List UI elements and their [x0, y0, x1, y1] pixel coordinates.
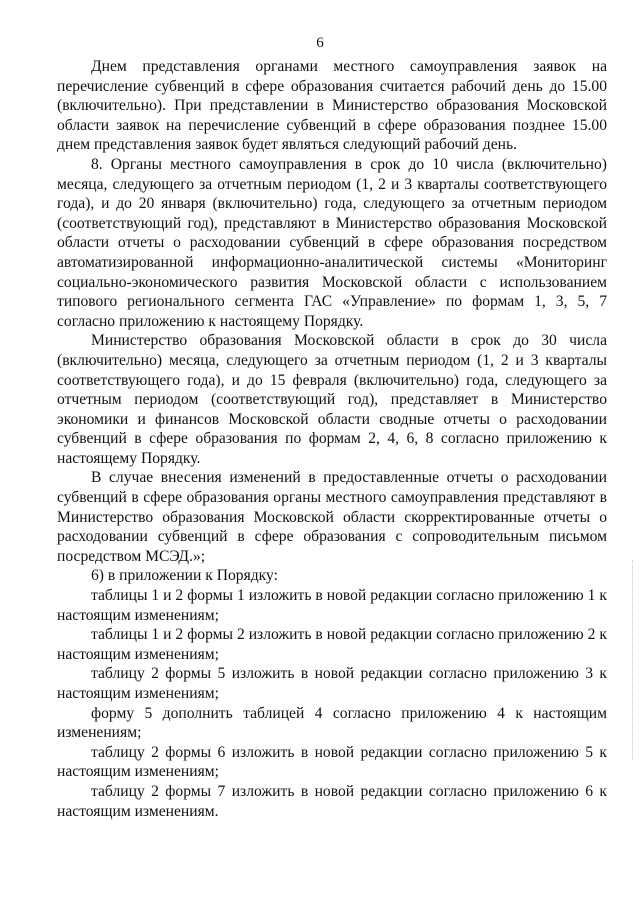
list-item-form-1-tables: таблицы 1 и 2 формы 1 изложить в новой редакции согласно приложению 1 к настоящим изменениям; — [57, 587, 607, 624]
paragraph-report-corrections: В случае внесения изменений в предоставленные отчеты о расходовании субвенций в сфере образования органы местного самоуправления представляют в Министерство образования Московской области скорректированные отчеты о расходовании субвенций в сфере образования с сопроводительным письмом посредством МСЭД.»; — [57, 469, 607, 565]
list-item-form-2-tables: таблицы 1 и 2 формы 2 изложить в новой редакции согласно приложению 2 к настоящим изменениям; — [57, 626, 607, 663]
paragraph-item-6-appendix: 6) в приложении к Порядку: — [91, 567, 278, 585]
paragraph-item-8-municipal-reports: 8. Органы местного самоуправления в срок до 10 числа (включительно) месяца, следующего за отчетным периодом (1, 2 и 3 кварталы соответствующего года), и до 20 января (включительно) года, следующего за отчетным периодом (соответствующий год), представляют в Министерство образования Московской области отчеты о расходовании субвенций в сфере образования посредством автоматизированной информационно-аналитической системы «Мониторинг социально-экономического развития Московской области с использованием типового регионального сегмента ГАС «Управление» по формам 1, 3, 5, 7 согласно приложению к настоящему Порядку. — [57, 155, 607, 330]
list-item-form-6-table-2: таблицу 2 формы 6 изложить в новой редакции согласно приложению 5 к настоящим изменениям; — [57, 743, 607, 781]
list-item-form-5-table-2: таблицу 2 формы 5 изложить в новой редакции согласно приложению 3 к настоящим изменениям; — [57, 665, 607, 702]
paragraph-submission-day: Днем представления органами местного самоуправления заявок на перечисление субвенций в сфере образования считается рабочий день до 15.00 (включительно). При представлении в Министерство образования Московской области заявок на перечисление субвенций в сфере образования позднее 15.00 днем представления заявок будет являться следующий рабочий день. — [57, 58, 607, 154]
list-item-form-7-table-2: таблицу 2 формы 7 изложить в новой редакции согласно приложению 6 к настоящим изменениям. — [57, 782, 607, 820]
paragraph-ministry-summary-reports: Министерство образования Московской области в срок до 30 числа (включительно) месяца, следующего за отчетным периодом (1, 2 и 3 кварталы соответствующего года), и до 15 февраля (включительно) года, следующего за отчетным периодом (соответствующий год), представляет в Министерство экономики и финансов Московской области сводные отчеты о расходовании субвенций в сфере образования по формам 2, 4, 6, 8 согласно приложению к настоящему Порядку. — [57, 332, 607, 467]
page-number: 6 — [316, 35, 324, 51]
document-body — [57, 57, 607, 821]
list-item-form-5-table-4: форму 5 дополнить таблицей 4 согласно приложению 4 к настоящим изменениям; — [57, 704, 607, 742]
scan-edge-mark — [632, 560, 634, 760]
